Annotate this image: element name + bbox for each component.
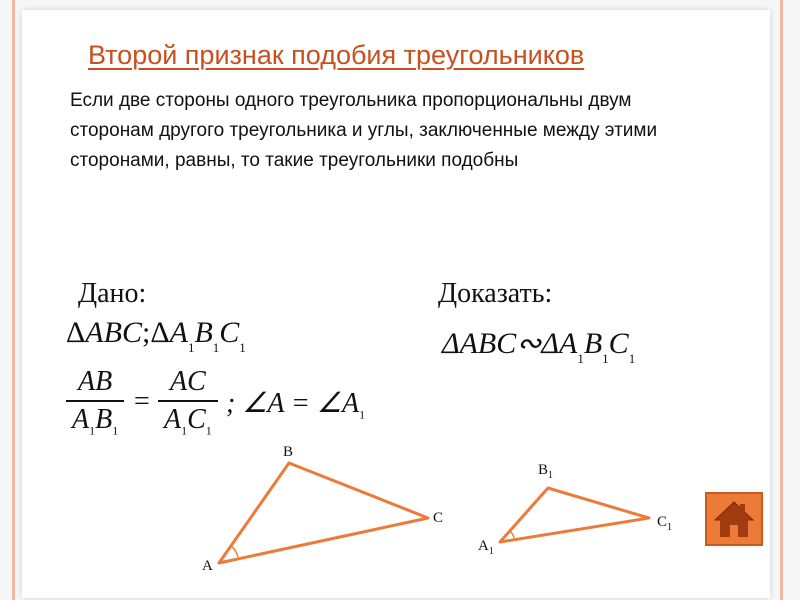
prove-c-sub: 1 <box>628 351 636 366</box>
vertex-label-c1: $C_1$ <box>657 514 673 533</box>
given-tri2-c-sub: 1 <box>239 340 246 355</box>
given-tri1: ABC <box>85 316 142 349</box>
prove-b-sub: 1 <box>602 351 609 366</box>
fraction-ac-numerator: AC <box>170 366 206 397</box>
slide-title: Второй признак подобия треугольников <box>88 40 585 70</box>
home-button[interactable] <box>705 492 763 546</box>
fraction-ac-denominator: $A_1C_1$ <box>164 403 212 438</box>
given-tri2-a: A <box>169 316 188 349</box>
prove-c: C <box>608 327 629 360</box>
prove-main: ΔABC∾ΔA <box>442 327 578 360</box>
prove-a-sub: 1 <box>577 351 584 366</box>
vertex-label-b: B <box>283 444 294 460</box>
given-tri2-b-sub: 1 <box>212 340 220 355</box>
given-tri2-c: C <box>219 316 240 349</box>
given-tri2-a-sub: 1 <box>187 340 195 355</box>
prove-b: B <box>583 327 603 360</box>
given-label: Дано: <box>78 278 147 309</box>
angle-equality-text: ; ∠A = ∠A <box>226 388 360 419</box>
angle-equality-sub: 1 <box>359 407 366 422</box>
triangle-abc <box>219 463 428 563</box>
theorem-text: Если две стороны одного треугольника пропорциональны двум сторонам другого треугольника и углы, заключенные между этими сторонами, равны, то такие треугольники подобны <box>70 90 658 171</box>
given-triangles: $\Delta ABC;\Delta A_1B_1C_1$ <box>66 316 246 355</box>
angle-a1-arc <box>510 531 514 538</box>
given-sep: ; <box>141 316 151 349</box>
angle-a-arc <box>231 546 238 557</box>
vertex-label-c: C <box>433 510 444 526</box>
vertex-label-b1: $B_1$ <box>538 462 554 481</box>
triangle-a1b1c1 <box>500 488 649 542</box>
fraction-ab-denominator: $A_1B_1$ <box>72 403 119 438</box>
fraction-ab-numerator: AB <box>78 366 113 397</box>
given-tri2-b: B <box>194 316 213 349</box>
prove-label: Доказать: <box>438 278 553 309</box>
vertex-label-a1: $A_1$ <box>478 538 494 557</box>
equals-sign: = <box>134 386 150 417</box>
house-icon <box>707 494 761 544</box>
vertex-label-a: A <box>202 558 213 574</box>
